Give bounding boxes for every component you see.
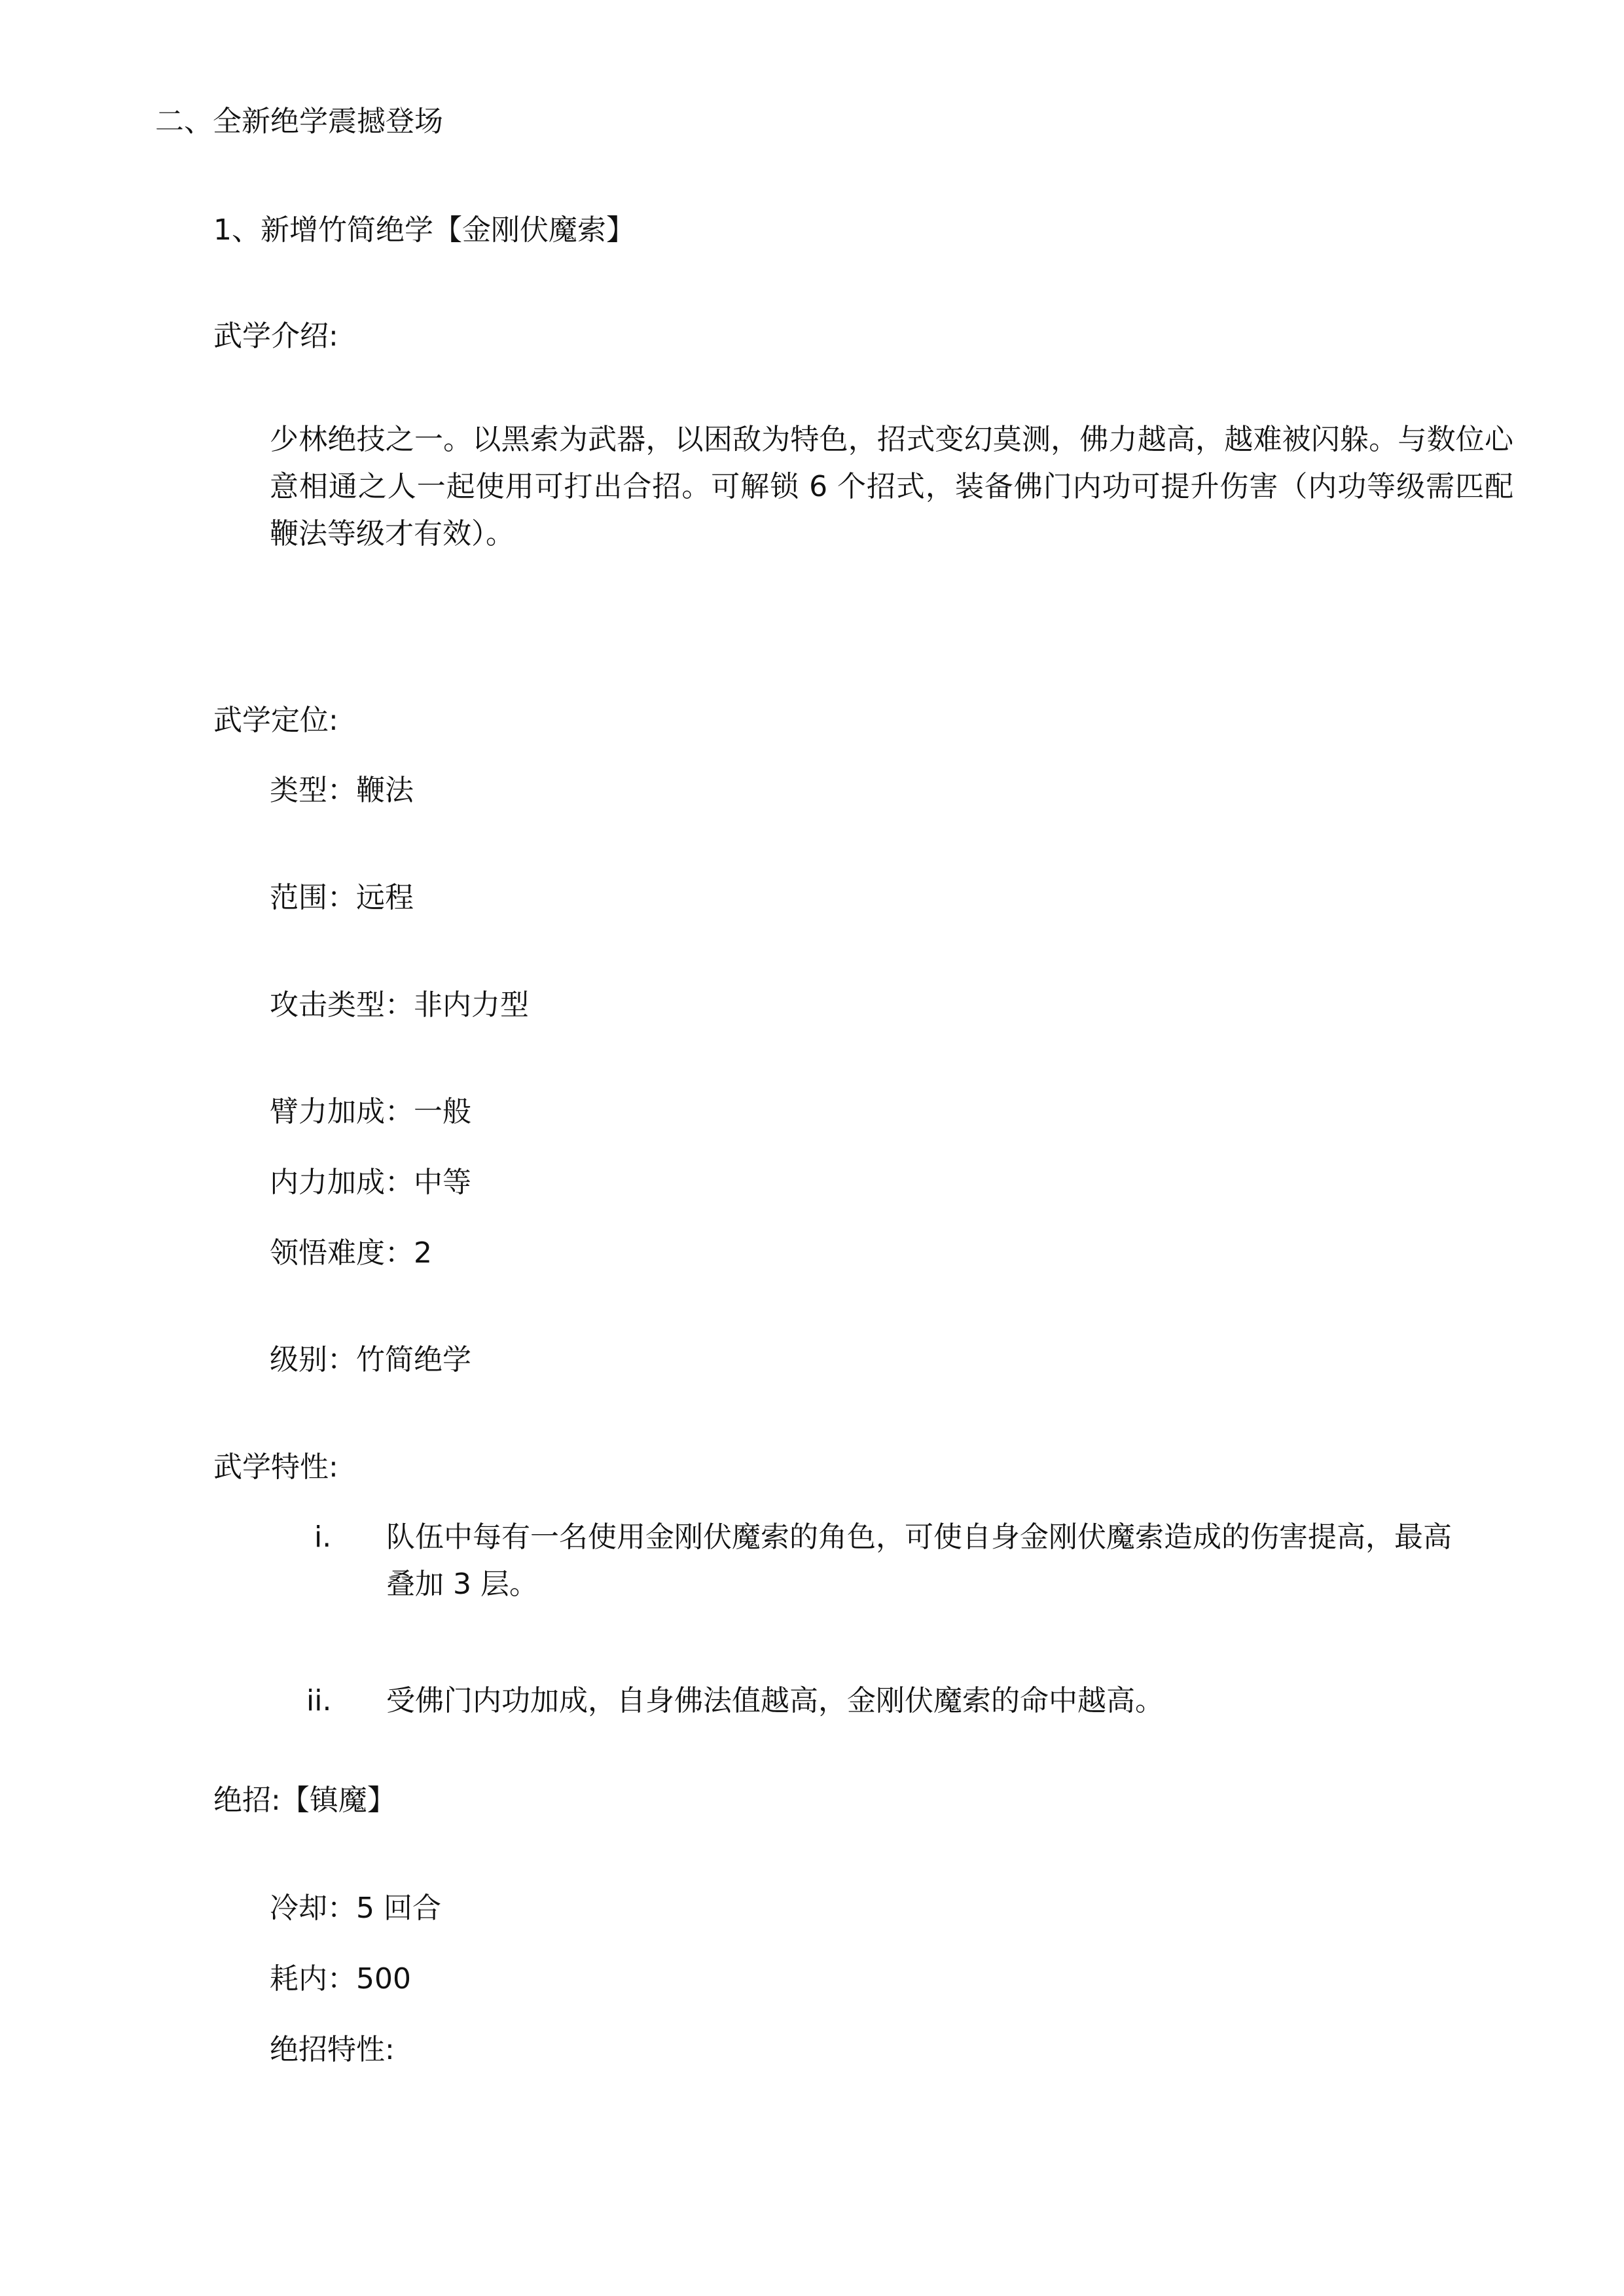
section-heading: 二、全新绝学震撼登场 xyxy=(155,105,443,138)
subsection-heading: 1、新增竹简绝学【金刚伏魔索】 xyxy=(213,213,635,247)
positioning-range: 范围：远程 xyxy=(270,881,414,914)
ultimate-label: 绝招:【镇魔】 xyxy=(213,1784,396,1817)
trait-text-line: 受佛门内功加成，自身佛法值越高，金刚伏魔索的命中越高。 xyxy=(386,1684,1164,1717)
intro-label: 武学介绍: xyxy=(213,319,338,353)
list-marker: ii. xyxy=(306,1684,332,1717)
traits-label: 武学特性: xyxy=(213,1450,338,1484)
positioning-type: 类型：鞭法 xyxy=(270,774,414,807)
list-marker: i. xyxy=(314,1520,332,1554)
ultimate-traits-label: 绝招特性: xyxy=(270,2033,395,2066)
positioning-strength-bonus: 臂力加成：一般 xyxy=(270,1095,471,1128)
ultimate-cooldown: 冷却：5 回合 xyxy=(270,1892,441,1925)
positioning-level: 级别：竹简绝学 xyxy=(270,1343,471,1376)
positioning-attack-type: 攻击类型：非内力型 xyxy=(270,988,529,1022)
positioning-inner-power-bonus: 内力加成：中等 xyxy=(270,1166,471,1199)
positioning-label: 武学定位: xyxy=(213,704,338,737)
intro-paragraph: 少林绝技之一。以黑索为武器，以困敌为特色，招式变幻莫测，佛力越高，越难被闪躲。与数位心意相通之人一起使用可打出合招。可解锁 6 个招式，装备佛门内功可提升伤害（内功等级需匹配鞭法等级才有效）。 xyxy=(270,423,1513,550)
positioning-difficulty: 领悟难度：2 xyxy=(270,1236,432,1270)
trait-text-line: 队伍中每有一名使用金刚伏魔索的角色，可使自身金刚伏魔索造成的伤害提高，最高 xyxy=(386,1520,1452,1554)
ultimate-cost: 耗内：500 xyxy=(270,1962,411,1996)
trait-text-line: 叠加 3 层。 xyxy=(386,1568,538,1601)
